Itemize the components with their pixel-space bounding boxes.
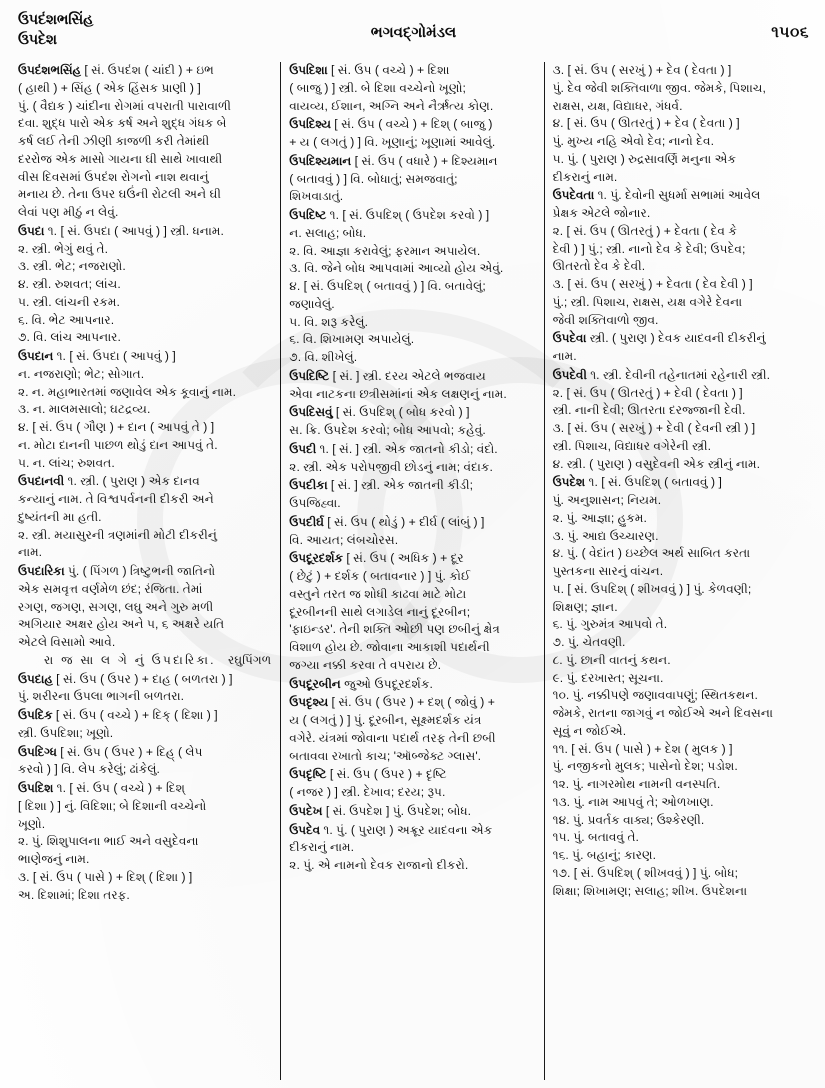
dictionary-entry [289, 404, 534, 440]
entry-line: સૂવું ન જોઈએ. [552, 723, 627, 738]
headword: ઉપદેવા [552, 331, 587, 346]
entry-line: પું. અનુશાસન; નિયમ. [552, 493, 662, 507]
entry-headword-line: ઉપદાનવી ૧. સ્ત્રી. ( પુરાણ ) એક દાનવ [18, 474, 200, 489]
headword: ઉપદી [289, 441, 317, 456]
entry-line: નામ. [552, 349, 577, 363]
entry-line: ૧૭. [ સં. ઉપદિશ્ ( શીખવવું ) ] પું. બોધ; [552, 865, 739, 880]
entry-headword-line: ઉપદૂરદર્શક [ સં. ઉપ ( અધિક ) + દૂર [289, 551, 464, 566]
dictionary-entry [18, 473, 271, 562]
entry-line: લેવાં પણ મીઠું ન લેવું. [18, 205, 119, 219]
entry-line: દવા. શુદ્ધ પારો એક કર્ષ અને શુદ્ધ ગંધક બે [18, 116, 227, 131]
entry-line: ૨. સ્ત્રી. ભેગું થવું તે. [18, 241, 109, 256]
dictionary-entry [553, 367, 807, 474]
entry-line: ય ( લગતું ) ] પું. દૂરબીન, સૂક્ષ્મદર્શક યંત્ર [289, 713, 482, 727]
headword: ઉપદાહ [18, 671, 53, 686]
headword: ઉપદૃષ્ટિ [289, 767, 327, 782]
entry-line: ૭. પું. ચેતવણી. [552, 635, 626, 649]
entry-line: જગ્યા નક્કી કરવા તે વપરાય છે. [289, 657, 442, 672]
dictionary-entry [289, 550, 534, 674]
headword: ઉપદાનવી [18, 474, 65, 489]
dictionary-entry [553, 330, 807, 366]
entry-headword-line: ઉપદૃષ્ટિ [ સં. ઉપ ( ઉપર ) + દૃષ્ટિ [289, 767, 447, 782]
entry-line: ૨. વિ. આજ્ઞા કરાવેલું; ફરમાન અપાયેલ. [289, 243, 481, 258]
entry-line: ( છેટું ) + દર્શક ( બતાવનાર ) ] પું. કોઈ [289, 569, 471, 583]
entry-headword-line: ઉપદંશભસિંહ [ સં. ઉપદંશ ( ચાંદી ) + ઇભ [18, 63, 214, 77]
entry-headword-line: ઉપદી ૧. [ સં. ] સ્ત્રી. એક જાતનો કીડો; વંદો. [289, 441, 498, 456]
headword: ઉપદિષ્ટ [289, 208, 327, 222]
entry-line: ભાણેજનું નામ. [18, 852, 90, 866]
entry-line: ૬. વિ. ભેટ આપનાર. [18, 312, 115, 327]
headword: ઉપદંશભસિંહ [18, 63, 81, 77]
entry-line: નામ. [18, 545, 43, 560]
entry-line: ન. મોટા દાનની પાછળ થોડું દાન આપવું તે. [18, 437, 218, 452]
entry-line: દીકરાનું નામ. [552, 169, 618, 184]
entry-line: ૨. [ સં. ઉપ ( ઊતરતું ) + દેવી ( દેવતા ) ] [552, 385, 743, 400]
guide-word-bottom: ઉપદેશ [18, 32, 57, 48]
dictionary-entry [289, 514, 534, 550]
dictionary-entry [289, 62, 534, 115]
entry-line: સ્ત્રી. નાની દેવી; ઊતરતા દરજ્જાની દેવી. [552, 403, 746, 418]
headword: ઉપદિગ્ધ [18, 744, 57, 759]
headword: ઉપદિસવું [289, 405, 333, 420]
dictionary-entry [18, 563, 271, 670]
entry-line: ( હાથી ) + સિંહ ( એક હિંસક પ્રાણી ) ] [18, 80, 201, 95]
headword: ઉપદૂરબીન [289, 676, 341, 691]
entry-line: પુસ્તકના સારનું વાંચન. [552, 564, 664, 578]
entry-line: ૪. [ સં. ઉપ ( ગૌણ ) + દાન ( આપવું તે ) ] [18, 420, 215, 434]
entry-line: પ્રેક્ષક એટલે જોનાર. [552, 206, 651, 220]
entry-headword-line: ઉપદૃશ્ય [ સં. ઉપ ( ઉપર ) + દશ્ ( જોવું ) + [289, 695, 495, 710]
entry-line: પું. દેવ જેવી શક્તિવાળા જીવ. જેમકે, પિશાચ, [552, 80, 766, 95]
entry-line: પું. મુખ્ય નહિ એવો દેવ; નાનો દેવ. [552, 134, 714, 148]
entry-line: પું. નજીકનો મુલક; પાસેનો દેશ; પડોશ. [552, 759, 738, 774]
entry-line: ૨. ન. મહાભારતમાં જણાવેલ એક કૂવાનું નામ. [18, 384, 237, 399]
entry-line: એટલે વિસામો આવે. [18, 635, 116, 649]
dictionary-entry [289, 694, 534, 765]
dictionary-entry [289, 477, 534, 513]
dictionary-entry [289, 803, 534, 821]
entry-line: અ. દિશામાં; દિશા તરફ. [18, 887, 130, 902]
entry-line: કર્ષ લઈ તેની ઝીણી કાજળી કરી તેમાંથી [18, 134, 210, 148]
dictionary-entry [289, 153, 534, 206]
entry-line: [ દિશા ) ] નું. વિદિશા; બે દિશાની વચ્ચેનો [18, 798, 207, 813]
entry-line: ૨. સ્ત્રી. મયાસુરની ત્રણમાંની મોટી દીકરીનું [18, 527, 217, 542]
headword: ઉપદીર્ઘ [289, 514, 324, 529]
citation-source: રઘુપિંગળ [227, 652, 272, 667]
entry-line: એક સમવૃત્ત વર્ણમેળ છંદ; રંજિતા. તેમાં [18, 581, 203, 596]
headword: ઉપદિશ [18, 781, 54, 795]
entry-line: વાયવ્ય, ઈશાન, અગ્નિ અને નૈર્ઋત્ય કોણ. [289, 98, 494, 113]
entry-line: શિક્ષણ; જ્ઞાન. [552, 599, 618, 614]
entry-line: કરવો ) ] વિ. લેપ કરેલું; ઢાંકેલું. [18, 762, 160, 777]
entry-line: દીકરાનું નામ. [289, 840, 355, 855]
entry-line: ૭. વિ. શીખેલું. [289, 350, 358, 364]
headword: ઉપદિશ્ય [289, 117, 331, 132]
entry-line: ૯. પું. દરખાસ્ત; સૂચના. [552, 670, 664, 685]
headword: ઉપદેવી [552, 367, 587, 382]
entry-line: ૧૬. પું. બહાનું; કારણ. [552, 848, 657, 862]
entry-citation [18, 652, 271, 670]
citation-text: રા જ સા લ ગે નું ઉપદારિકા. [44, 652, 216, 667]
entry-line: ૫. સ્ત્રી. લાંચની રકમ. [18, 294, 120, 309]
entry-line: ૪. પું. ( વેદાંત ) ઇચ્છેલ અર્થ સાબિત કરતા [552, 546, 751, 561]
entry-line: સ્ત્રી. ઉપદિશા; ખૂણો. [18, 725, 114, 740]
entry-line: ૩. ન. માલમસાલો; ઘટદ્રવ્ય. [18, 402, 151, 417]
entry-line: ૧૦. પું. નક્કીપણે જણાવવાપણું; સ્થિતકથન. [552, 688, 758, 703]
headword: ઉપદાન [18, 349, 54, 363]
dictionary-entry [289, 676, 534, 694]
entry-line: વસ્તુને તરત જ શોધી કાઢવા માટે મોટા [289, 586, 467, 601]
entry-line: પું.; સ્ત્રી. પિશાચ, રાક્ષસ, યક્ષ વગેરે દેવના [552, 294, 743, 309]
entry-line: ૩. [ સં. ઉપ ( સરખું ) + દેવ ( દેવતા ) ] [552, 63, 732, 77]
entry-headword-line: ઉપદાહ [ સં. ઉપ ( ઉપર ) + દાહ ( બળતરા ) ] [18, 671, 233, 686]
entry-headword-line: ઉપદિશ્ય [ સં. ઉપ ( વચ્ચે ) + દિશ્ ( બાજુ ) [289, 117, 493, 132]
dictionary-entry [18, 780, 271, 904]
entry-headword-line: ઉપદિક [ સં. ઉપ ( વચ્ચે ) + દિક્ ( દિશા ) ] [18, 708, 218, 722]
entry-line: દુષ્યંતની મા હતી. [18, 509, 102, 524]
dictionary-entry [553, 62, 807, 186]
entry-line: રાક્ષસ, યક્ષ, વિદ્યાધર, ગંધર્વ. [552, 98, 683, 113]
entry-line: ૨. [ સં. ઉપ ( ઊતરતું ) + દેવતા ( દેવ કે [552, 223, 737, 238]
entry-line: ૩. પું. આદ્ય ઉચ્ચારણ. [552, 528, 659, 543]
headword: ઉપદા [18, 223, 45, 238]
dictionary-entry [289, 368, 534, 404]
entry-line: ૫. ન. લાંચ; રુશવત. [18, 455, 115, 470]
entry-line: ૩. [ સં. ઉપ ( સરખું ) + દેવતા ( દેવ દેવી ) ] [552, 277, 753, 291]
headword: ઉપદારિકા [18, 564, 65, 578]
entry-line: બતાવવા રખાતો કાચ; 'ઑબ્જેક્ટ ગ્લાસ'. [289, 748, 482, 763]
entry-headword-line: ઉપદેખ [ સં. ઉપદેશ ] પું. ઉપદેશ; બોધ. [289, 803, 472, 818]
entry-line: ( બાજુ ) ] સ્ત્રી. બે દિશા વચ્ચેનો ખૂણો; [289, 80, 466, 95]
entry-line: ( બતાવવું ) ] વિ. બોધાતું; સમજવાતું; [289, 171, 458, 186]
entry-line: ઉપજિહ્વા. [289, 496, 341, 510]
headword: ઉપદૃશ્ય [289, 695, 329, 710]
entry-headword-line: ઉપદાન ૧. [ સં. ઉપદા ( આપવું ) ] [18, 349, 176, 363]
entry-headword-line: ઉપદિષ્ટિ [ સં. ] સ્ત્રી. દરય એટલે ભજવાય [289, 368, 486, 383]
entry-line: ૬. પું. ગુરુમંત્ર આપવો તે. [552, 617, 668, 632]
entry-line: સ્ત્રી. પિશાચ, વિદ્યાધર વગેરેની સ્ત્રી. [552, 438, 712, 453]
entry-line: એવા નાટકના છત્રીસમાંનાં એક લક્ષણનું નામ. [289, 386, 507, 401]
entry-line: ૩. સ્ત્રી. ભેટ; નજરાણો. [18, 259, 126, 274]
entry-line: ૨. પું. આજ્ઞા; હુકમ. [552, 510, 647, 525]
entry-line: મનાય છે. તેના ઉપર ઘઉંની રોટલી અને ઘી [18, 187, 221, 202]
entry-line: જેમકે, રાતના જાગવું ન જોઈએ અને દિવસના [552, 706, 773, 720]
entry-line: ૬. વિ. શિખામણ અપાયેલું. [289, 332, 415, 347]
entry-headword-line: ઉપદેશ ૧. [ સં. ઉપદિશ્ ( બતાવવું ) ] [552, 475, 722, 490]
entry-headword-line: ઉપદા ૧. [ સં. ઉપદા ( આપવું ) ] સ્ત્રી. ધનામ. [18, 223, 224, 238]
entry-line: વિ. આયત; લંબચોરસ. [289, 532, 399, 547]
entry-line: વિશાળ હોય છે. જોવાના આકાશી પદાર્થની [289, 640, 490, 654]
entry-line: ૫. પું. ( પુરાણ ) રુદ્રસાવર્ણિ મનુના એક [552, 151, 737, 166]
headword: ઉપદિક [18, 708, 53, 722]
entry-line: ૧૫. પું. બતાવવું તે. [552, 830, 639, 845]
headword: ઉપદેખ [289, 803, 323, 818]
dictionary-entry [553, 187, 807, 329]
dictionary-entry [18, 671, 271, 707]
entry-headword-line: ઉપદિષ્ટ ૧. [ સં. ઉપદિશ્ ( ઉપદેશ કરવો ) ] [289, 208, 490, 222]
headword: ઉપદિશા [289, 63, 328, 77]
entry-line: + ય ( લગતું ) ] વિ. ખૂણાનું; ખૂણામાં આવેલું. [289, 135, 496, 149]
headword: ઉપદીકા [289, 478, 328, 493]
running-head [18, 10, 809, 60]
entry-headword-line: ઉપદિશ ૧. [ સં. ઉપ ( વચ્ચે ) + દિશ્ [18, 781, 185, 795]
entry-headword-line: ઉપદીર્ઘ [ સં. ઉપ ( થોડું ) + દીર્ઘ ( લાંબું ) ] [289, 514, 485, 529]
dictionary-entry [289, 207, 534, 367]
entry-line: રગણ, જગણ, સગણ, લઘુ અને ગુરુ મળી [18, 599, 214, 614]
entry-headword-line: ઉપદેવ ૧. પું. ( પુરાણ ) અક્રૂર યાદવના એક [289, 822, 493, 837]
book-title: ભગવદ્ગોમંડલ [370, 24, 457, 41]
entry-headword-line: ઉપદિશા [ સં. ઉપ ( વચ્ચે ) + દિશા [289, 63, 450, 77]
column-container [16, 62, 809, 1080]
entry-line: 'ફાઇન્ડર'. તેની શક્તિ ઓછી પણ છબીનું ક્ષેત્ર [289, 622, 500, 637]
entry-line: ન. નજરાણો; ભેટ; સોગાત. [18, 366, 145, 381]
text-column-2 [280, 62, 544, 1080]
dictionary-entry [289, 822, 534, 875]
entry-line: વીસ દિવસમાં ઉપદંશ રોગનો નાશ થવાનું [18, 169, 209, 184]
entry-line: પું. શરીરના ઉપલા ભાગની બળતરા. [18, 689, 184, 704]
entry-line: ઊતરતો દેવ કે દેવી. [552, 259, 646, 274]
text-column-3 [545, 62, 809, 1080]
entry-line: ૫. વિ. શરૂ કરેલું. [289, 314, 368, 329]
headword: ઉપદેવ [289, 822, 321, 837]
entry-line: ૪. સ્ત્રી. રુશવત; લાંચ. [18, 277, 121, 291]
entry-line: ( નજર ) ] સ્ત્રી. દેખાવ; દરય; રૂપ. [289, 785, 446, 799]
entry-line: જણાવેલું. [289, 296, 335, 311]
entry-line: ૨. પું. એ નામનો દેવક રાજાનો દીકરો. [289, 858, 469, 872]
entry-headword-line: ઉપદેવી ૧. સ્ત્રી. દેવીની તહેનાતમાં રહેનારી સ્ત્રી. [552, 367, 770, 382]
dictionary-entry [18, 223, 271, 347]
dictionary-entry [18, 62, 271, 222]
headword: ઉપદૂરદર્શક [289, 551, 343, 566]
entry-line: ૧૧. [ સં. ઉપ ( પાસે ) + દેશ ( મુલક ) ] [552, 741, 733, 756]
entry-line: ૧૩. પું. નામ આપવું તે; ઓળખાણ. [552, 794, 714, 809]
entry-headword-line: ઉપદિસવું [ સં. ઉપદિશ્ ( બોધ કરવો ) ] [289, 405, 470, 420]
entry-line: ૧૨. પું. નાગરમોથ નામની વનસ્પતિ. [552, 777, 721, 791]
dictionary-entry [289, 766, 534, 802]
entry-line: અગિયાર અક્ષર હોય અને ૫, ૬ અક્ષરે યતિ [18, 617, 225, 632]
headword: ઉપદિષ્ટિ [289, 368, 330, 383]
headword: ઉપદિશ્યમાન [289, 153, 352, 168]
entry-line: ૩. [ સં. ઉપ ( સરખું ) + દેવી ( દેવની સ્ત્રી ) ] [552, 421, 756, 435]
dictionary-entry [18, 744, 271, 780]
entry-line: ૨. સ્ત્રી. એક પરોપજીવી છોડનું નામ; વંદાક. [289, 459, 493, 474]
entry-line: શિખવાડાતું. [289, 189, 344, 204]
entry-line: સ. ક્રિ. ઉપદેશ કરવો; બોધ આપવો; કહેવું. [289, 423, 486, 437]
entry-line: ૩. [ સં. ઉપ ( પાસે ) + દિશ્ ( દિશા ) ] [18, 869, 193, 884]
entry-line: ૩. વિ. જેને બોધ આપવામાં આવ્યો હોય એવું. [289, 261, 504, 276]
dictionary-entry [289, 116, 534, 152]
entry-headword-line: ઉપદારિકા પું. ( પિંગળ ) ત્રિષ્ટુભની જાતિનો [18, 564, 216, 578]
entry-line: ૪. [ સં. ઉપ ( ઊતરતું ) + દેવ ( દેવતા ) ] [552, 116, 740, 131]
entry-line: દૂરબીનની સાથે લગાડેલ નાનું દૂરબીન; [289, 604, 471, 619]
entry-line: ૫. [ સં. ઉપદિશ્ ( શીખવવું ) ] પું. કેળવણી; [552, 581, 752, 596]
entry-line: દેવી ) ] પું.; સ્ત્રી. નાનો દેવ કે દેવી; ઉપદેવ; [552, 241, 746, 256]
entry-line: દરરોજ એક માસો ગાયના ઘી સાથે ખાવાથી [18, 151, 223, 166]
entry-headword-line: ઉપદિગ્ધ [ સં. ઉપ ( ઉપર ) + દિહ્ ( લેપ [18, 744, 203, 759]
dictionary-entry [553, 474, 807, 900]
entry-headword-line: ઉપદિશ્યમાન [ સં. ઉપ ( વધારે ) + દિશ્યમાન [289, 153, 498, 168]
headword: ઉપદેવતા [552, 188, 595, 203]
entry-line: શિક્ષા; શિખામણ; સલાહ; શીખ. ઉપદેશના [552, 883, 748, 898]
entry-headword-line: ઉપદીકા [ સં. ] સ્ત્રી. એક જાતની કીડી; [289, 478, 473, 493]
entry-headword-line: ઉપદેવતા ૧. પું. દેવોની સુધર્મા સભામાં આવેલ [552, 188, 761, 203]
entry-line: ૭. વિ. લાંચ આપનાર. [18, 330, 121, 345]
entry-line: ૪. [ સં. ઉપદિશ્ ( બતાવવું ) ] વિ. બતાવેલું; [289, 279, 486, 293]
page-number: ૧૫૦૬ [771, 24, 809, 41]
headword: ઉપદેશ [552, 475, 586, 490]
text-column-1 [16, 62, 280, 1080]
entry-line: કન્યાનું નામ. તે વિશ્વપર્વનની દીકરી અને [18, 492, 214, 506]
dictionary-entry [289, 441, 534, 477]
entry-line: ૪. સ્ત્રી. ( પુરાણ ) વસુદેવની એક સ્ત્રીનું નામ. [552, 456, 760, 471]
entry-headword-line: ઉપદૂરબીન જુઓ ઉપદૂરદર્શક. [289, 676, 433, 691]
guide-word-top: ઉપદંશભસિંહ [18, 12, 94, 28]
entry-line: વગેરે. યંત્રમાં જોવાના પદાર્થ તરફ તેની છબી [289, 730, 496, 745]
dictionary-entry [18, 707, 271, 743]
entry-line: ૧૪. પું. પ્રવર્તક વાક્ય; ઉશ્કેરણી. [552, 812, 705, 827]
entry-line: ન. સલાહ; બોધ. [289, 225, 367, 240]
entry-line: પું. ( વૈદ્યક ) ચાંદીના રોગમાં વપરાતી પારાવાળી [18, 98, 231, 113]
entry-line: જેવી શક્તિવાળો જીવ. [552, 312, 659, 327]
entry-line: ૨. પું. શિશુપાલના ભાઈ અને વસુદેવના [18, 834, 199, 849]
dictionary-entry [18, 348, 271, 472]
entry-line: ખૂણો. [18, 816, 46, 831]
entry-line: ૮. પું. છાની વાતનું કથન. [552, 652, 671, 667]
entry-headword-line: ઉપદેવા સ્ત્રી. ( પુરાણ ) દેવક યાદવની દીકરીનું [552, 331, 766, 346]
